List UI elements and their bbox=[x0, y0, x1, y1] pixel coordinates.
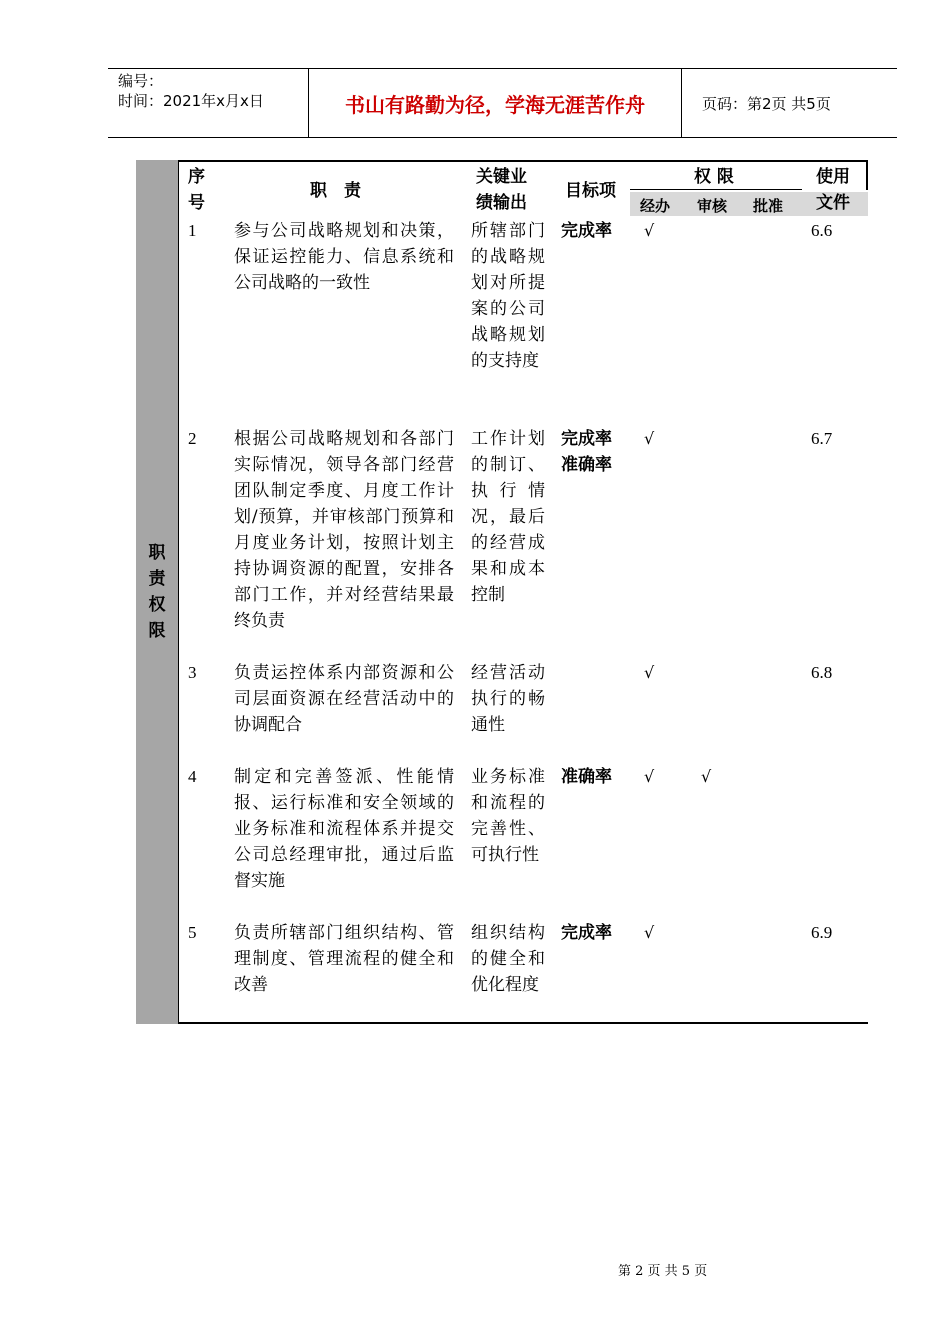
row-2-duty: 根据公司战略规划和各部门实际情况，领导各部门经营团队制定季度、月度工作计划/预算，并审核部门预算和月度业务计划，按照计划主持协调资源的配置，安排各部门工作，并对经营结果最终负责 bbox=[234, 429, 454, 631]
time-label: 时间：2021年x月x日 bbox=[118, 92, 264, 110]
header-kpi: 关键业绩输出 bbox=[476, 167, 527, 213]
row-2-seq: 2 bbox=[188, 429, 197, 448]
row-3-file: 6.8 bbox=[811, 663, 833, 682]
header-page-info bbox=[692, 69, 897, 137]
row-3-duty: 负责运控体系内部资源和公司层面资源在经营活动中的协调配合 bbox=[234, 663, 454, 735]
table-top-border bbox=[178, 160, 868, 162]
row-5-seq: 5 bbox=[188, 923, 197, 942]
number-label: 编号： bbox=[118, 72, 164, 90]
section-label bbox=[136, 540, 178, 644]
table-left-border bbox=[178, 160, 179, 1024]
row-1-seq: 1 bbox=[188, 221, 197, 240]
row-2-kpi: 工作计划的制订、执行情况，最后的经营成果和成本控制 bbox=[471, 429, 545, 605]
row-4-kpi: 业务标准和流程的完善性、可执行性 bbox=[471, 767, 545, 865]
section-label-char-3: 权 bbox=[148, 595, 166, 615]
header-target: 目标项 bbox=[565, 181, 616, 201]
row-1-handle-check: √ bbox=[644, 221, 655, 240]
header-review: 审核 bbox=[697, 197, 728, 215]
table-right-border bbox=[866, 160, 868, 190]
table-bottom-border bbox=[178, 1022, 868, 1024]
row-2-file: 6.7 bbox=[811, 429, 833, 448]
row-1-target: 完成率 bbox=[561, 221, 612, 241]
header-authority: 权 限 bbox=[694, 167, 734, 187]
row-3-kpi: 经营活动执行的畅通性 bbox=[471, 663, 545, 735]
footer-page-text: 第 2 页 共 5 页 bbox=[618, 1264, 708, 1279]
header-seq: 序号 bbox=[188, 167, 205, 213]
row-1-file: 6.6 bbox=[811, 221, 833, 240]
row-5-duty: 负责所辖部门组织结构、管理制度、管理流程的健全和改善 bbox=[234, 923, 454, 995]
row-4-target: 准确率 bbox=[561, 767, 612, 787]
row-4-duty: 制定和完善签派、性能情报、运行标准和安全领域的业务标准和流程体系并提交公司总经理审批，通过后监督实施 bbox=[234, 767, 454, 891]
row-2-target: 完成率准确率 bbox=[561, 429, 612, 475]
row-1-duty: 参与公司战略规划和决策，保证运控能力、信息系统和公司战略的一致性 bbox=[234, 221, 454, 293]
header-approve: 批准 bbox=[753, 197, 784, 215]
header-duty: 职 责 bbox=[310, 181, 361, 201]
row-1-kpi: 所辖部门的战略规划对所提案的公司战略规划的支持度 bbox=[471, 221, 545, 371]
row-2-handle-check: √ bbox=[644, 429, 655, 448]
page-info-text: 页码：第2页 共5页 bbox=[702, 94, 831, 113]
row-5-handle-check: √ bbox=[644, 923, 655, 942]
section-label-char-1: 职 bbox=[148, 543, 166, 563]
row-4-seq: 4 bbox=[188, 767, 197, 786]
row-3-handle-check: √ bbox=[644, 663, 655, 682]
section-label-char-4: 限 bbox=[148, 621, 166, 641]
header-motto: 书山有路勤为径，学海无涯苦作舟 bbox=[309, 69, 682, 137]
document-header bbox=[108, 68, 897, 138]
header-file: 使用文件 bbox=[816, 167, 850, 213]
header-meta bbox=[108, 69, 309, 137]
section-label-char-2: 责 bbox=[148, 569, 166, 589]
row-5-kpi: 组织结构的健全和优化程度 bbox=[471, 923, 545, 995]
row-4-review-check: √ bbox=[701, 767, 712, 786]
row-3-seq: 3 bbox=[188, 663, 197, 682]
row-5-target: 完成率 bbox=[561, 923, 612, 943]
row-5-file: 6.9 bbox=[811, 923, 833, 942]
header-handle: 经办 bbox=[640, 197, 671, 215]
row-4-handle-check: √ bbox=[644, 767, 655, 786]
